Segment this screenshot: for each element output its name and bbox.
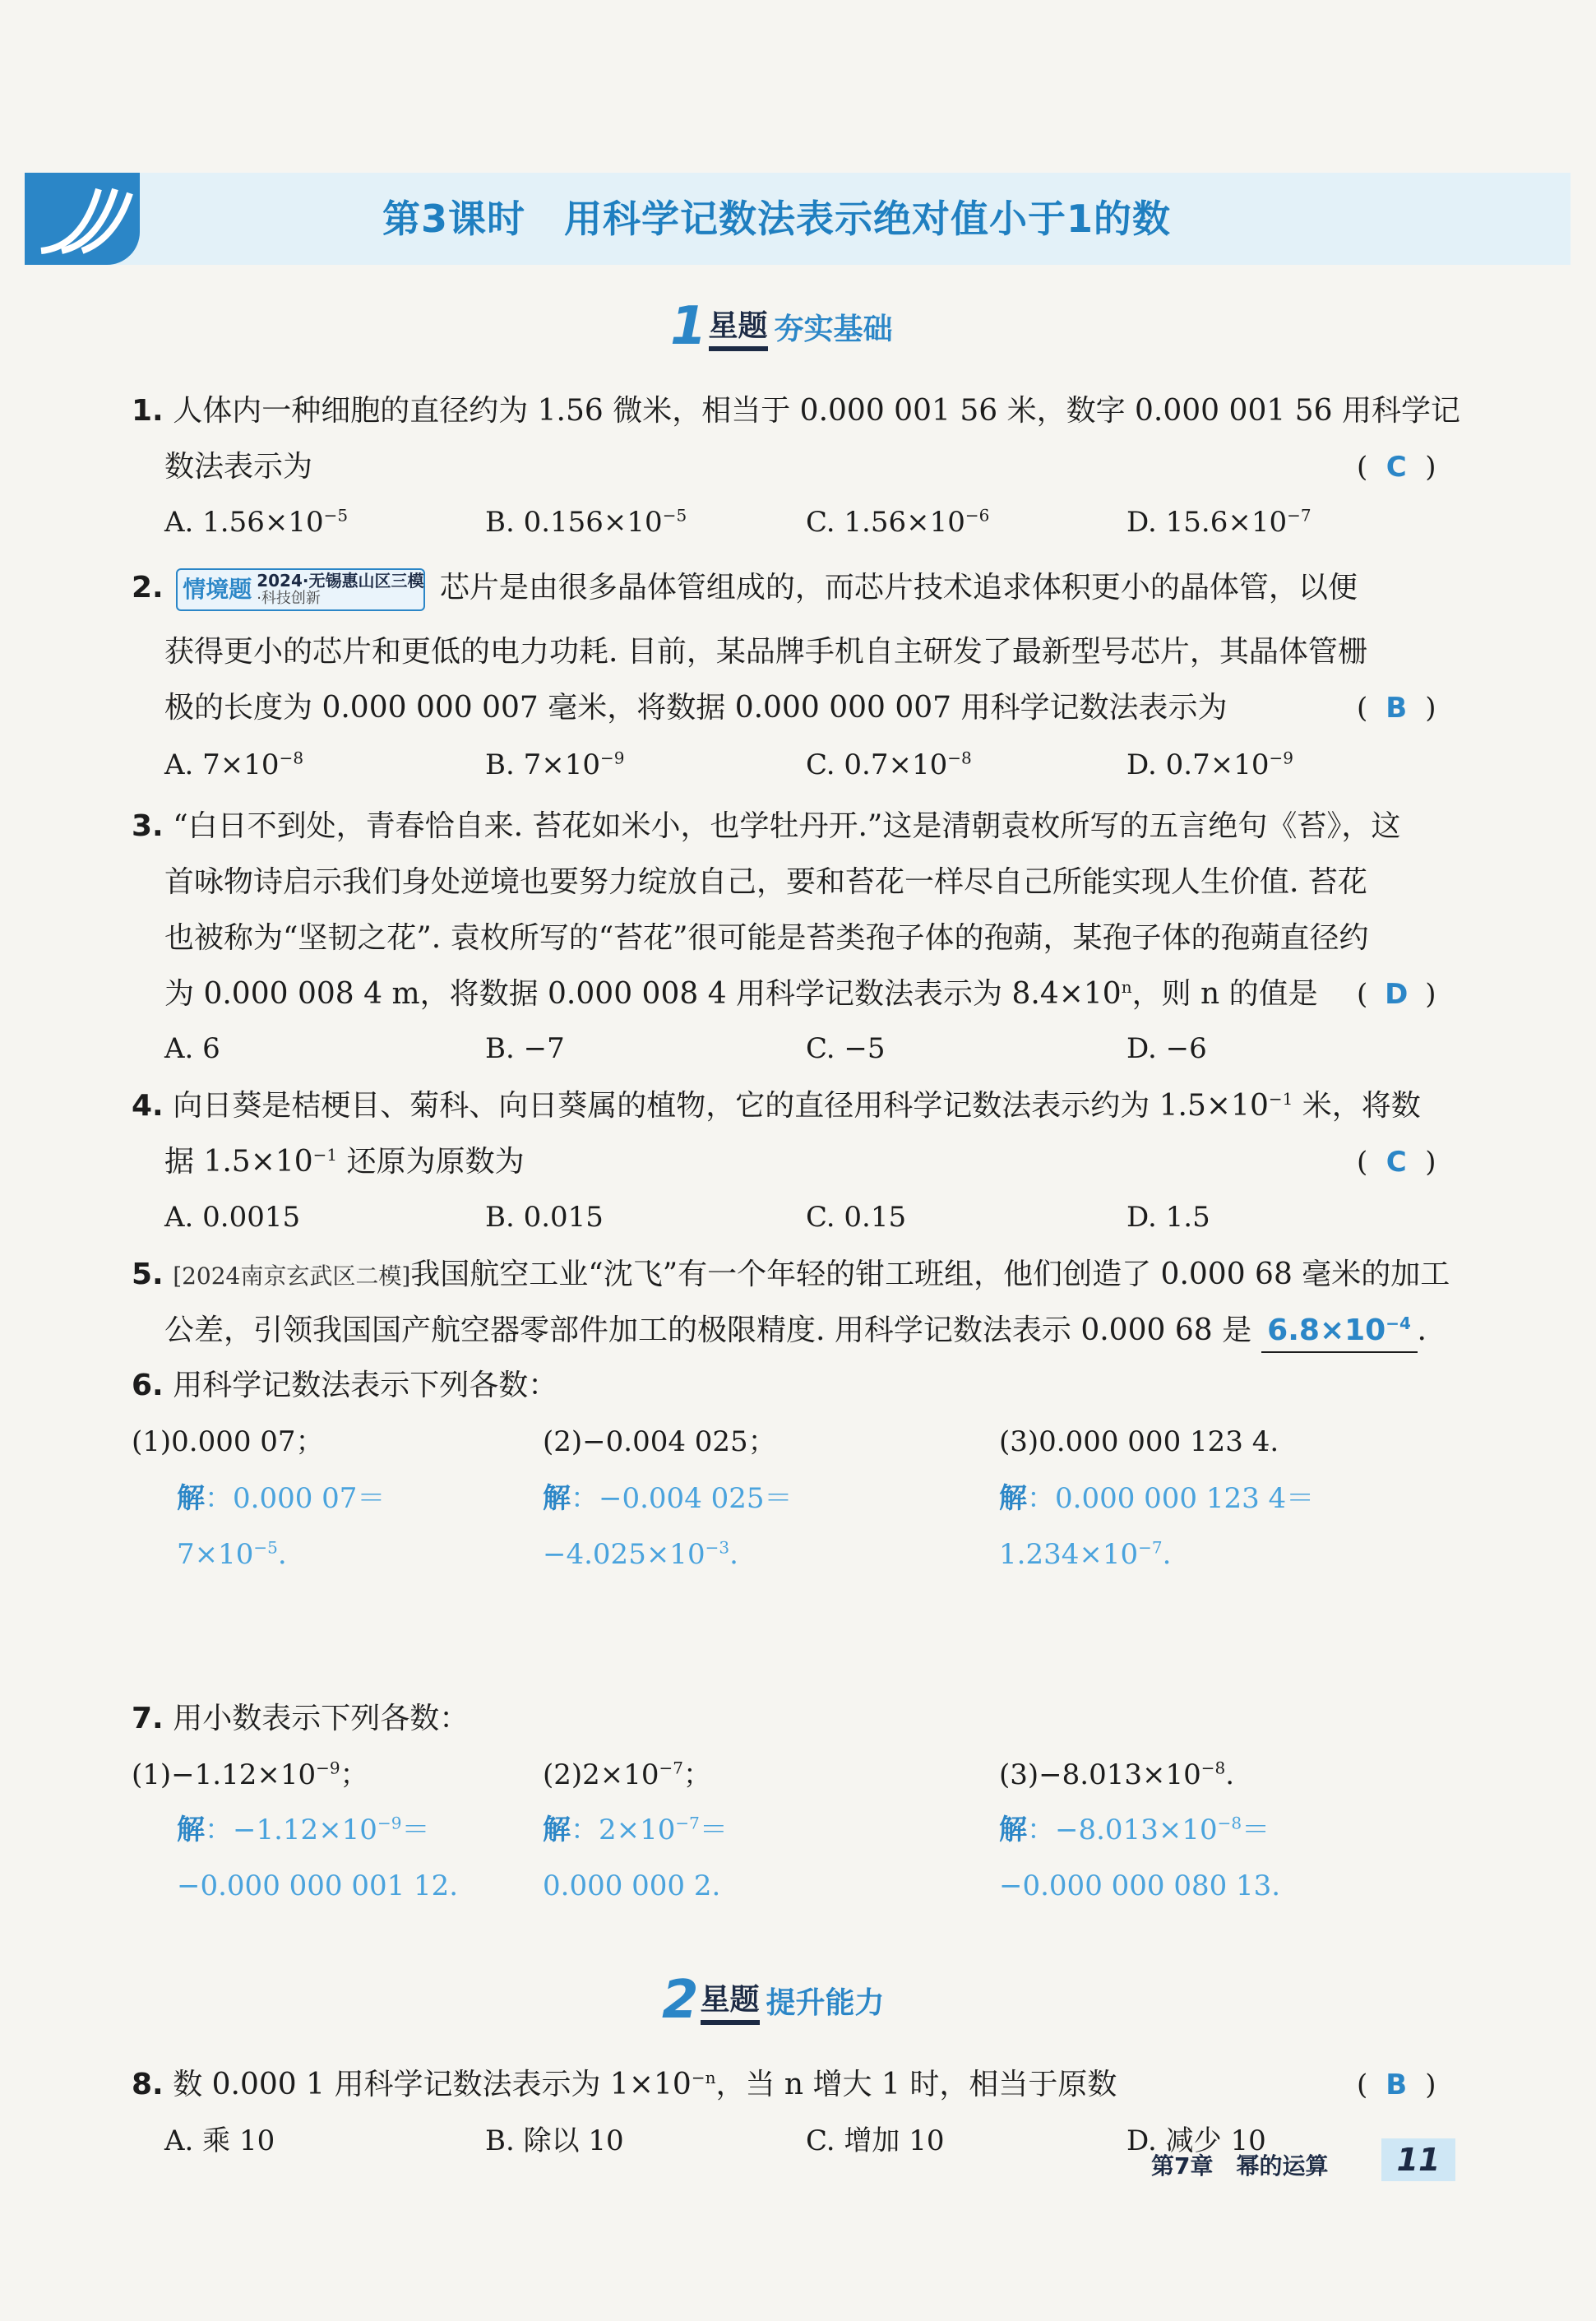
question-text: 数 0.000 1 用科学记数法表示为 1×10 xyxy=(173,2068,692,2101)
exponent: −8 xyxy=(947,748,972,768)
solution-marker: 解 xyxy=(999,1814,1027,1846)
question-number: 2. xyxy=(132,571,164,605)
question-number: 8. xyxy=(132,2068,164,2101)
exponent: −9 xyxy=(316,1758,340,1778)
q3-line-3 xyxy=(164,918,1369,959)
q8-line-1 xyxy=(132,2064,1117,2106)
section-number: 1 xyxy=(670,296,707,357)
q6-part-3-label: (3)0.000 000 123 4. xyxy=(999,1425,1279,1458)
q2-line-3 xyxy=(164,688,1228,729)
question-text: 为 0.000 008 4 m，将数据 0.000 008 4 用科学记数法表示为 8.4×10 xyxy=(164,977,1122,1011)
answer-letter: C xyxy=(1386,1146,1407,1179)
solution-text: −4.025×10 xyxy=(543,1538,705,1571)
question-text: 芯片是由很多晶体管组成的，而芯片技术追求体积更小的晶体管，以便 xyxy=(439,571,1358,605)
punctuation: ＝ xyxy=(699,1814,728,1846)
punctuation: . xyxy=(1417,1313,1427,1347)
q6-part-1-label: (1)0.000 07； xyxy=(132,1425,324,1458)
context-tag xyxy=(176,568,425,611)
option-text: A. 1.56×10 xyxy=(164,506,324,539)
q8-option-d: D. 减少 10 xyxy=(1126,2124,1266,2157)
q4-option-a: A. 0.0015 xyxy=(164,1201,301,1234)
q7-part-3-solution-line-2: −0.000 000 080 13. xyxy=(999,1869,1281,1902)
solution-text: ：0.000 07＝ xyxy=(205,1482,386,1515)
q4-option-c: C. 0.15 xyxy=(806,1201,907,1234)
question-number: 3. xyxy=(132,809,164,843)
punctuation: . xyxy=(729,1538,738,1571)
q4-line-2 xyxy=(164,1142,525,1183)
solution-text: ：−1.12×10 xyxy=(205,1814,377,1846)
option-text: B. 0.156×10 xyxy=(485,506,663,539)
lesson-title: 第3课时 用科学记数法表示绝对值小于1的数 xyxy=(382,197,1172,241)
question-text: ，则 n 的值是 xyxy=(1131,977,1318,1011)
q3-answer: ( D ) xyxy=(1357,974,1436,1015)
question-text: 首咏物诗启示我们身处逆境也要努力绽放自己，要和苔花一样尽自己所能实现人生价值. 苔花 xyxy=(164,865,1367,899)
q7-part-1-solution-line-2: −0.000 000 001 12. xyxy=(177,1869,459,1902)
q7-part-2-label xyxy=(543,1754,711,1795)
part-text: (1)−1.12×10 xyxy=(132,1758,317,1791)
question-text: 数法表示为 xyxy=(164,450,313,484)
answer-letter: C xyxy=(1386,451,1407,484)
exponent: −1 xyxy=(1268,1089,1293,1109)
punctuation: . xyxy=(1162,1538,1172,1571)
solution-text: ：2×10 xyxy=(571,1814,676,1846)
solution-marker: 解 xyxy=(543,1814,571,1846)
q7-part-1-solution-line-1 xyxy=(177,1809,429,1851)
section-subtitle: 提升能力 xyxy=(766,1985,885,2020)
question-number: 1. xyxy=(132,394,164,428)
q4-option-b: B. 0.015 xyxy=(485,1201,604,1234)
punctuation: . xyxy=(1225,1758,1235,1791)
q1-option-a xyxy=(164,502,348,543)
exponent: −6 xyxy=(965,505,990,526)
q7-part-3-label xyxy=(999,1754,1234,1795)
solution-marker: 解 xyxy=(177,1814,205,1846)
section-heading-1 xyxy=(670,296,893,357)
option-text: B. 7×10 xyxy=(485,748,600,781)
q3-line-2 xyxy=(164,862,1367,903)
tag-label: 情境题 xyxy=(183,576,252,603)
question-text: 米，将数 xyxy=(1293,1089,1421,1123)
solution-text: 7×10 xyxy=(177,1538,254,1571)
tag-topic: ·科技创新 xyxy=(257,590,321,607)
q3-option-a: A. 6 xyxy=(164,1032,220,1065)
q6-part-3-solution-line-2 xyxy=(999,1534,1171,1575)
question-text: 还原为原数为 xyxy=(337,1145,525,1179)
solution-marker: 解 xyxy=(999,1482,1027,1515)
question-text: 用科学记数法表示下列各数： xyxy=(173,1369,558,1402)
answer-letter: B xyxy=(1386,692,1408,725)
section-star-label: 星题 xyxy=(709,303,768,351)
question-text: 也被称为“坚韧之花”. 袁枚所写的“苔花”很可能是苔类孢子体的孢蒴，某孢子体的孢蒴直径约 xyxy=(164,921,1369,955)
q8-option-a: A. 乘 10 xyxy=(164,2124,275,2157)
exponent: −9 xyxy=(599,748,625,768)
q5-line-1 xyxy=(132,1254,1450,1297)
q4-line-1 xyxy=(132,1086,1421,1127)
answer-letter: D xyxy=(1385,978,1409,1011)
question-text: 获得更小的芯片和更低的电力功耗. 目前，某品牌手机自主研发了最新型号芯片，其晶体管栅 xyxy=(164,635,1367,669)
q2-option-c xyxy=(806,744,972,785)
question-text: 公差，引领我国国产航空器零部件加工的极限精度. 用科学记数法表示 0.000 68 是 xyxy=(164,1313,1252,1347)
question-number: 5. xyxy=(132,1258,164,1291)
q3-option-d: D. −6 xyxy=(1126,1032,1207,1065)
solution-text: ：−8.013×10 xyxy=(1027,1814,1218,1846)
q1-line-2 xyxy=(164,447,312,488)
q3-line-4 xyxy=(164,974,1318,1015)
question-text: 用小数表示下列各数： xyxy=(173,1702,470,1735)
option-text: C. 0.7×10 xyxy=(806,748,948,781)
q2-option-a xyxy=(164,744,303,785)
question-text: ，当 n 增大 1 时，相当于原数 xyxy=(715,2068,1117,2101)
exponent: n xyxy=(1121,977,1132,997)
option-text: D. 15.6×10 xyxy=(1126,506,1288,539)
option-text: D. 0.7×10 xyxy=(1126,748,1270,781)
q1-answer: ( C ) xyxy=(1357,447,1436,488)
question-text: 人体内一种细胞的直径约为 1.56 微米，相当于 0.000 001 56 米，数字 0.000 001 56 用科学记 xyxy=(173,394,1460,428)
exponent: −8 xyxy=(1217,1813,1242,1833)
exponent: −8 xyxy=(279,748,304,768)
q2-option-b xyxy=(485,744,624,785)
q2-option-d xyxy=(1126,744,1293,785)
q6-part-2-label: (2)−0.004 025； xyxy=(543,1425,776,1458)
question-text: 极的长度为 0.000 000 007 毫米，将数据 0.000 000 007 用科学记数法表示为 xyxy=(164,691,1228,725)
q4-option-d: D. 1.5 xyxy=(1126,1201,1210,1234)
q6-part-3-solution-line-1 xyxy=(999,1478,1314,1519)
q6-part-1-solution-line-2 xyxy=(177,1534,287,1575)
exponent: −7 xyxy=(1138,1537,1163,1558)
q2-line-1 xyxy=(132,568,1358,611)
header-logo xyxy=(25,173,140,265)
q5-line-2 xyxy=(164,1310,1427,1353)
punctuation: ； xyxy=(683,1758,712,1791)
answer-letter: B xyxy=(1386,2069,1408,2101)
q3-line-1 xyxy=(132,806,1400,847)
solution-marker: 解 xyxy=(543,1482,571,1515)
exponent: −7 xyxy=(675,1813,700,1833)
q1-option-b xyxy=(485,502,687,543)
q2-line-2 xyxy=(164,632,1367,673)
section-star-label: 星题 xyxy=(701,1976,760,2025)
exponent: −7 xyxy=(1287,505,1311,526)
exponent: −9 xyxy=(1269,748,1293,768)
solution-marker: 解 xyxy=(177,1482,205,1515)
q8-option-c: C. 增加 10 xyxy=(806,2124,945,2157)
punctuation: ＝ xyxy=(1242,1814,1270,1846)
exponent: −5 xyxy=(323,505,349,526)
q8-option-b: B. 除以 10 xyxy=(485,2124,624,2157)
exponent: −n xyxy=(691,2068,716,2087)
part-text: (3)−8.013×10 xyxy=(999,1758,1201,1791)
question-number: 6. xyxy=(132,1369,164,1402)
exponent: −4 xyxy=(1386,1313,1411,1333)
question-text: 向日葵是桔梗目、菊科、向日葵属的植物，它的直径用科学记数法表示约为 1.5×10 xyxy=(173,1089,1269,1123)
fill-blank-answer xyxy=(1261,1310,1418,1353)
exponent: −9 xyxy=(377,1813,402,1833)
question-text: 我国航空工业“沈飞”有一个年轻的钳工班组，他们创造了 0.000 68 毫米的加工 xyxy=(410,1258,1450,1291)
q7-part-2-solution-line-2: 0.000 000 2. xyxy=(543,1869,721,1902)
q2-answer: ( B ) xyxy=(1357,688,1436,729)
exponent: −3 xyxy=(705,1537,730,1558)
q6-stem xyxy=(132,1365,557,1406)
part-text: (2)2×10 xyxy=(543,1758,659,1791)
q1-option-d xyxy=(1126,502,1311,543)
q8-answer: ( B ) xyxy=(1357,2064,1436,2106)
q7-part-3-solution-line-1 xyxy=(999,1809,1270,1851)
q4-answer: ( C ) xyxy=(1357,1142,1436,1183)
question-number: 4. xyxy=(132,1089,164,1123)
punctuation: ； xyxy=(340,1758,368,1791)
q6-part-2-solution-line-1 xyxy=(543,1478,793,1519)
page-number: 11 xyxy=(1381,2138,1455,2181)
exponent: −7 xyxy=(659,1758,684,1778)
exponent: −5 xyxy=(253,1537,278,1558)
q6-part-2-solution-line-2 xyxy=(543,1534,738,1575)
exponent: −8 xyxy=(1200,1758,1226,1778)
answer-text: 6.8×10 xyxy=(1267,1313,1386,1347)
section-heading-2 xyxy=(662,1970,885,2031)
solution-text: ：−0.004 025＝ xyxy=(571,1482,793,1515)
q7-part-1-label xyxy=(132,1754,368,1795)
q3-option-b: B. −7 xyxy=(485,1032,565,1065)
exponent: −1 xyxy=(312,1145,338,1165)
q6-part-1-solution-line-1 xyxy=(177,1478,385,1519)
source-tag: [2024南京玄武区二模] xyxy=(173,1262,411,1290)
option-text: C. 1.56×10 xyxy=(806,506,965,539)
punctuation: ＝ xyxy=(401,1814,430,1846)
exponent: −5 xyxy=(662,505,687,526)
section-subtitle: 夯实基础 xyxy=(774,312,893,346)
punctuation: . xyxy=(277,1538,287,1571)
option-text: A. 7×10 xyxy=(164,748,280,781)
q1-line-1 xyxy=(132,391,1460,432)
tag-source: 2024·无锡惠山区三模 xyxy=(257,571,424,591)
solution-text: ：0.000 000 123 4＝ xyxy=(1027,1482,1315,1515)
solution-text: 1.234×10 xyxy=(999,1538,1139,1571)
section-number: 2 xyxy=(662,1970,699,2031)
q7-part-2-solution-line-1 xyxy=(543,1809,728,1851)
question-number: 7. xyxy=(132,1702,164,1735)
footer-chapter: 第7章 幂的运算 xyxy=(1151,2152,1329,2180)
q3-option-c: C. −5 xyxy=(806,1032,886,1065)
question-text: “白日不到处，青春恰自来. 苔花如米小，也学牡丹开.”这是清朝袁枚所写的五言绝句《苔》，这 xyxy=(173,809,1401,843)
q7-stem xyxy=(132,1698,469,1740)
q1-option-c xyxy=(806,502,989,543)
question-text: 据 1.5×10 xyxy=(164,1145,313,1179)
